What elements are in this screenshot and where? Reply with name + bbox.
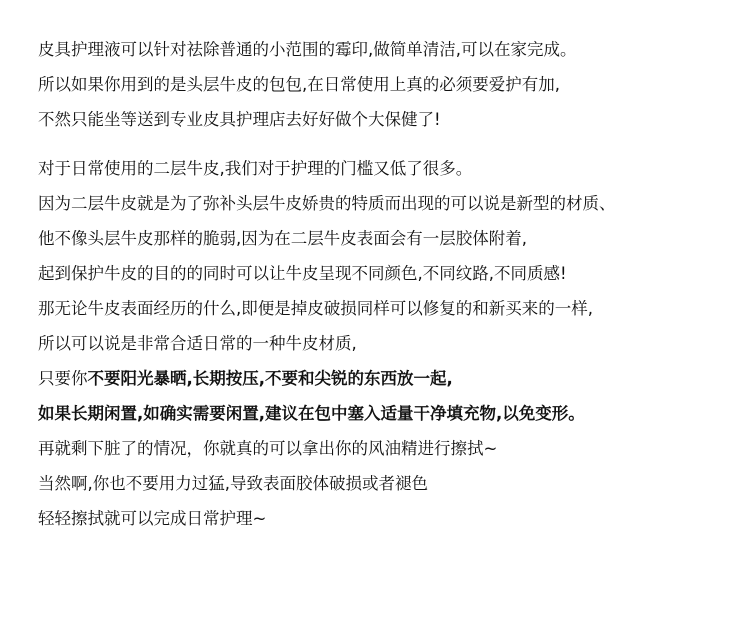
text-line: 再就剩下脏了的情况，你就真的可以拿出你的风油精进行擦拭~ xyxy=(38,439,498,458)
text-line: 当然啊,你也不要用力过猛,导致表面胶体破损或者褪色 xyxy=(38,474,428,493)
text-line: 不然只能坐等送到专业皮具护理店去好好做个大保健了! xyxy=(38,110,441,129)
document-body xyxy=(38,40,728,544)
text-line: 他不像头层牛皮那样的脆弱,因为在二层牛皮表面会有一层胶体附着, xyxy=(38,229,527,248)
bold-warning-text: 不要阳光暴晒,长期按压,不要和尖锐的东西放一起, xyxy=(87,369,453,388)
text-line: 起到保护牛皮的目的的同时可以让牛皮呈现不同颜色,不同纹路,不同质感! xyxy=(38,264,567,283)
bold-text-line: 如果长期闲置,如确实需要闲置,建议在包中塞入适量干净填充物,以免变形。 xyxy=(38,404,585,423)
paragraph-1 xyxy=(38,40,728,130)
paragraph-2 xyxy=(38,159,728,529)
text-line: 因为二层牛皮就是为了弥补头层牛皮娇贵的特质而出现的可以说是新型的材质、 xyxy=(38,194,616,213)
text-line: 所以可以说是非常合适日常的一种牛皮材质, xyxy=(38,334,357,353)
paragraph-gap xyxy=(38,145,728,159)
text-line: 对于日常使用的二层牛皮,我们对于护理的门槛又低了很多。 xyxy=(38,159,473,178)
text-line: 那无论牛皮表面经历的什么,即便是掉皮破损同样可以修复的和新买来的一样, xyxy=(38,299,593,318)
text-line: 皮具护理液可以针对祛除普通的小范围的霉印,做简单清洁,可以在家完成。 xyxy=(38,40,577,59)
text-prefix: 只要你 xyxy=(38,369,88,388)
text-line: 轻轻擦拭就可以完成日常护理~ xyxy=(38,509,267,528)
text-line-mixed xyxy=(38,369,728,389)
text-line: 所以如果你用到的是头层牛皮的包包,在日常使用上真的必须要爱护有加, xyxy=(38,75,560,94)
